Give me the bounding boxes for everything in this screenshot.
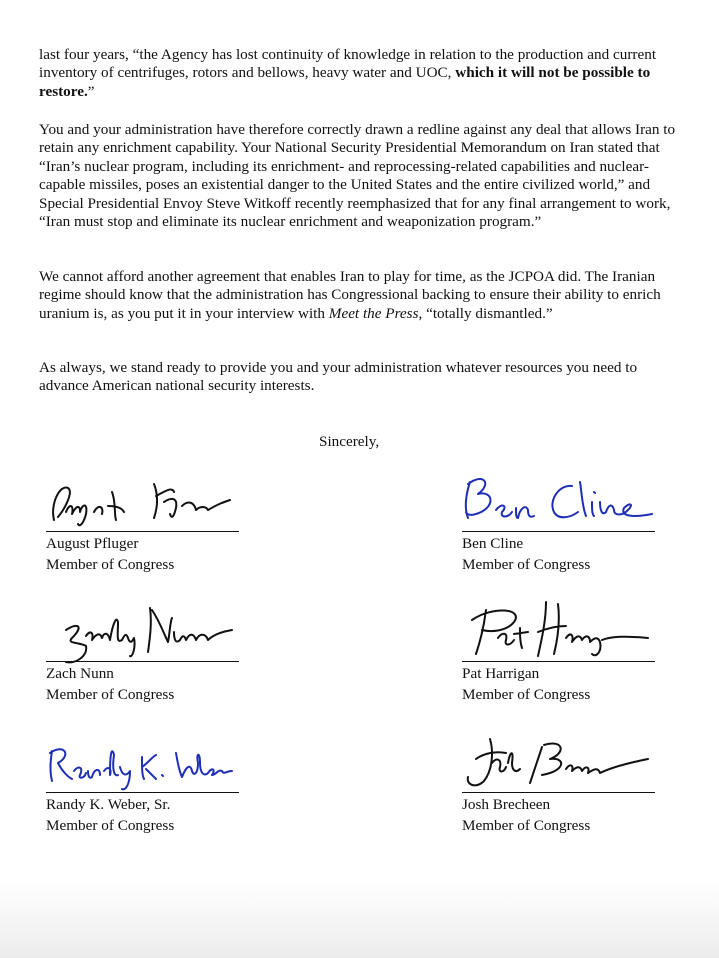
signature-harrigan	[462, 592, 662, 662]
signature-block-brecheen	[462, 723, 662, 836]
signature-line	[46, 531, 239, 532]
paragraph-1-bold: which it will not be possible to restore.	[39, 64, 651, 100]
signature-block-weber	[46, 723, 246, 836]
signatory-name: Ben Cline	[462, 535, 524, 552]
signatory-name: Zach Nunn	[46, 665, 114, 682]
paragraph-4-text: As always, we stand ready to provide you and your administration whatever resources you need to advance American national security interests.	[39, 359, 638, 395]
paragraph-1	[39, 46, 679, 101]
signatory-title: Member of Congress	[462, 686, 591, 703]
signature-block-cline	[462, 462, 662, 575]
signature-nunn	[46, 592, 246, 662]
paragraph-2-text: You and your administration have therefore correctly drawn a redline against any deal that allows Iran to retain any enrichment capability. Your National Security Presidential Memorandum on Iran stated that “Iran’s nuclear program, including its enrichment- and reprocessing-related capabilities and nuclear-capable missiles, poses an existential danger to the United States and the entire civilized world,” and Special Presidential Envoy Steve Witkoff recently reemphasized that for any final arrangement to work, “Iran must stop and eliminate its nuclear enrichment and weaponization program.”	[39, 121, 676, 231]
signature-block-pfluger	[46, 462, 246, 575]
signature-weber	[46, 723, 246, 793]
paragraph-3-italic: Meet the Press	[328, 304, 419, 322]
paragraph-3	[39, 268, 679, 323]
signatory-name: Josh Brecheen	[462, 796, 551, 813]
signature-line	[46, 661, 239, 662]
paragraph-3-tail: , “totally dismantled.”	[418, 304, 553, 322]
signature-line	[462, 531, 655, 532]
paragraph-3-text: We cannot afford another agreement that enables Iran to play for time, as the JCPOA did. The Iranian regime should know that the administration has Congressional backing to ensure their ability to enrich uranium is, as you put it in your interview with	[39, 268, 661, 322]
paragraph-4	[39, 359, 679, 396]
signature-block-harrigan	[462, 592, 662, 705]
signature-pfluger	[46, 462, 246, 532]
signatory-title: Member of Congress	[46, 686, 175, 703]
signatory-name: Randy K. Weber, Sr.	[46, 796, 171, 813]
signatory-title: Member of Congress	[46, 817, 175, 834]
signature-line	[462, 792, 655, 793]
signatory-title: Member of Congress	[462, 817, 591, 834]
signature-line	[462, 661, 655, 662]
paragraph-1-text: last four years, “the Agency has lost continuity of knowledge in relation to the production and current inventory of centrifuges, rotors and bellows, heavy water and UOC,	[39, 46, 657, 82]
signature-brecheen	[462, 723, 662, 793]
signature-line	[46, 792, 239, 793]
paragraph-1-tail: ”	[87, 82, 95, 100]
signature-block-nunn	[46, 592, 246, 705]
signatory-name: Pat Harrigan	[462, 665, 540, 682]
paragraph-2	[39, 121, 679, 231]
signatory-title: Member of Congress	[46, 556, 175, 573]
signatory-name: August Pfluger	[46, 535, 139, 552]
signatory-title: Member of Congress	[462, 556, 591, 573]
closing-salutation: Sincerely,	[319, 433, 380, 450]
signature-cline	[462, 462, 662, 532]
